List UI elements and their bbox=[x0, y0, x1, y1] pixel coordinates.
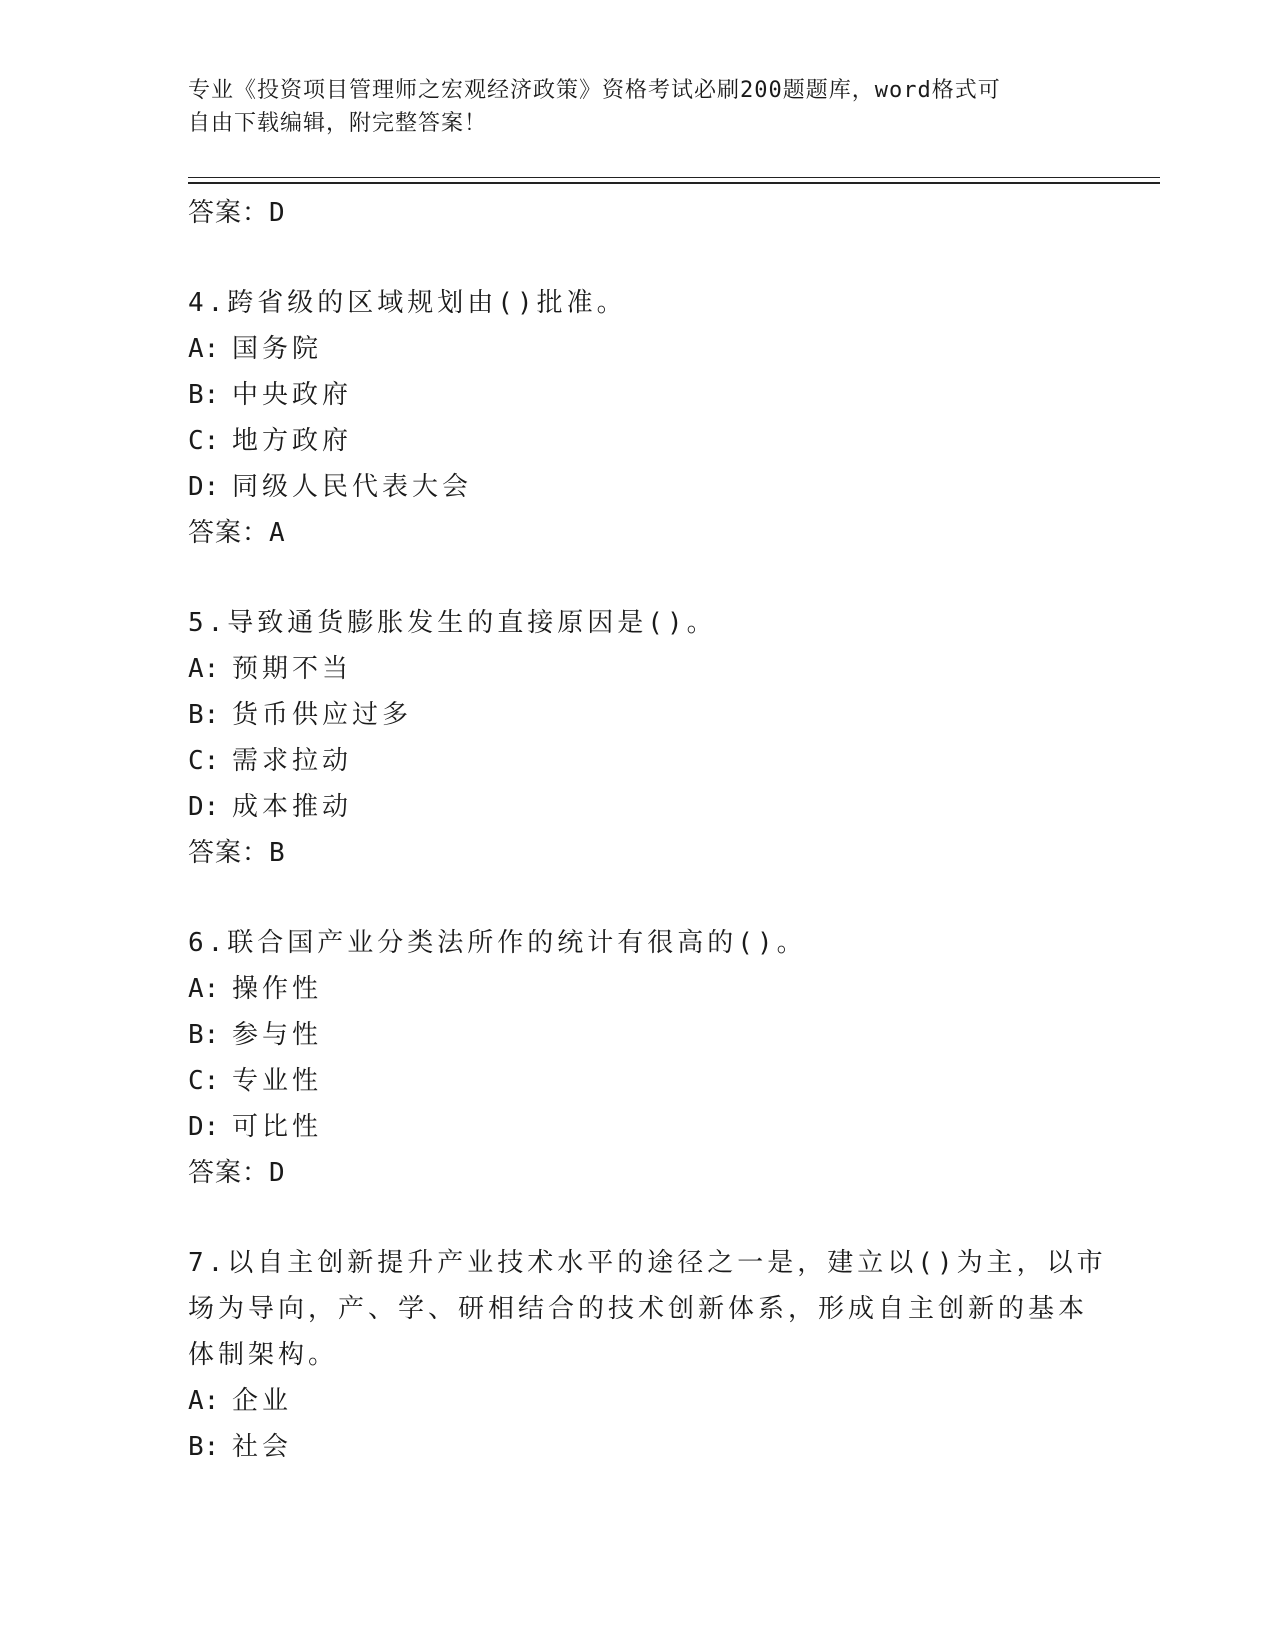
option-letter: C: bbox=[188, 426, 220, 456]
option-text: 需求拉动 bbox=[232, 746, 353, 776]
option-b bbox=[188, 1012, 1088, 1058]
option-letter: B: bbox=[188, 1432, 220, 1462]
option-text: 国务院 bbox=[232, 334, 323, 364]
answer-line: 答案：D bbox=[188, 1158, 286, 1188]
option-letter: C: bbox=[188, 1066, 220, 1096]
option-letter: B: bbox=[188, 700, 220, 730]
option-letter: C: bbox=[188, 746, 220, 776]
option-text: 地方政府 bbox=[232, 426, 353, 456]
option-text: 社会 bbox=[232, 1432, 293, 1462]
option-a bbox=[188, 326, 1088, 372]
header-divider-thin bbox=[188, 177, 1160, 178]
option-text: 中央政府 bbox=[232, 380, 353, 410]
question-text: 5.导致通货膨胀发生的直接原因是()。 bbox=[188, 608, 717, 638]
option-text: 可比性 bbox=[232, 1112, 323, 1142]
option-a bbox=[188, 646, 1088, 692]
option-letter: B: bbox=[188, 380, 220, 410]
header-line-2: 自由下载编辑，附完整答案！ bbox=[188, 111, 488, 136]
header-line-1: 专业《投资项目管理师之宏观经济政策》资格考试必刷200题题库，word格式可 bbox=[188, 78, 1001, 103]
option-text: 货币供应过多 bbox=[232, 700, 413, 730]
option-letter: A: bbox=[188, 1386, 220, 1416]
option-c bbox=[188, 1058, 1088, 1104]
answer-line: 答案：A bbox=[188, 518, 286, 548]
question-text: 6.联合国产业分类法所作的统计有很高的()。 bbox=[188, 928, 807, 958]
option-text: 企业 bbox=[232, 1386, 293, 1416]
question-6 bbox=[188, 920, 1088, 1196]
option-letter: A: bbox=[188, 974, 220, 1004]
question-list bbox=[188, 190, 1107, 1470]
answer-line: 答案：B bbox=[188, 838, 286, 868]
option-b bbox=[188, 372, 1088, 418]
option-text: 参与性 bbox=[232, 1020, 323, 1050]
option-text: 专业性 bbox=[232, 1066, 323, 1096]
option-letter: D: bbox=[188, 792, 220, 822]
option-letter: D: bbox=[188, 472, 220, 502]
option-c bbox=[188, 418, 1088, 464]
question-4 bbox=[188, 280, 1088, 556]
question-5 bbox=[188, 600, 1088, 876]
document-header bbox=[188, 74, 1068, 140]
question-7 bbox=[188, 1240, 1107, 1470]
option-b bbox=[188, 1424, 1088, 1470]
option-letter: A: bbox=[188, 654, 220, 684]
question-text: 7.以自主创新提升产业技术水平的途径之一是，建立以()为主，以市 bbox=[188, 1248, 1107, 1278]
option-text: 操作性 bbox=[232, 974, 323, 1004]
option-text: 预期不当 bbox=[232, 654, 353, 684]
option-c bbox=[188, 738, 1088, 784]
question-text: 体制架构。 bbox=[188, 1340, 339, 1370]
option-a bbox=[188, 1378, 1088, 1424]
question-text: 4.跨省级的区域规划由()批准。 bbox=[188, 288, 627, 318]
option-a bbox=[188, 966, 1088, 1012]
question-text: 场为导向，产、学、研相结合的技术创新体系，形成自主创新的基本 bbox=[188, 1294, 1089, 1324]
header-divider-thick bbox=[188, 182, 1160, 184]
option-text: 成本推动 bbox=[232, 792, 353, 822]
option-d bbox=[188, 464, 1088, 510]
option-text: 同级人民代表大会 bbox=[232, 472, 473, 502]
option-d bbox=[188, 1104, 1088, 1150]
answer-line: 答案：D bbox=[188, 198, 286, 228]
option-d bbox=[188, 784, 1088, 830]
option-letter: D: bbox=[188, 1112, 220, 1142]
option-letter: B: bbox=[188, 1020, 220, 1050]
option-letter: A: bbox=[188, 334, 220, 364]
option-b bbox=[188, 692, 1088, 738]
